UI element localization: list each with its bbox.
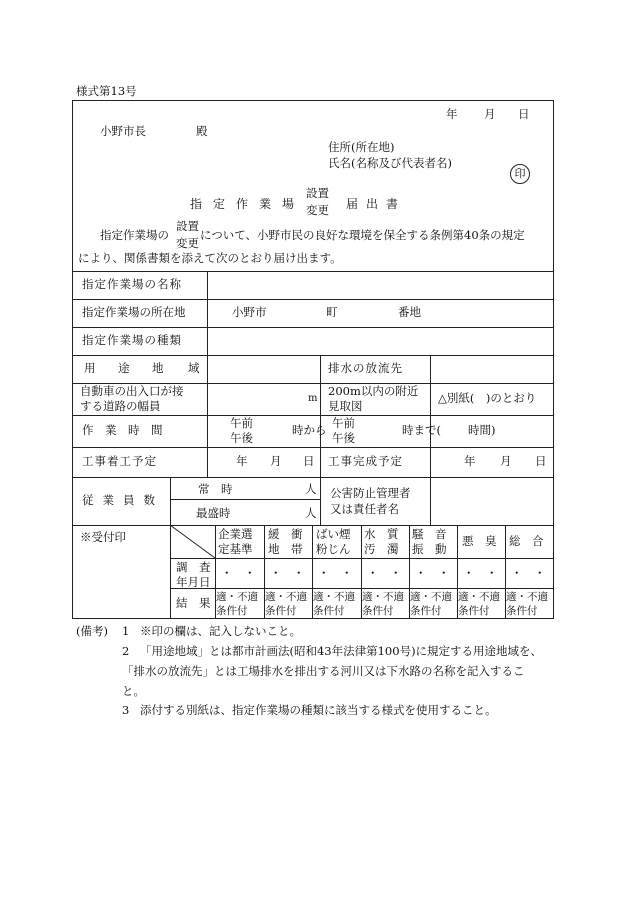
form-number: 様式第13号 [76,84,137,98]
vicinity-map-value: △別紙( )のとおり [438,391,537,405]
construction-start-label: 工事着工予定 [82,454,157,468]
road-width-unit: m [308,393,318,404]
start-month: 月 [270,454,282,468]
survey-date: ・ ・ [511,566,546,580]
intro-option-change: 変更 [176,236,199,250]
intro-text-line2: により、関係書類を添えて次のとおり届け出ます。 [78,251,342,265]
road-width-label: 自動車の出入口が接 [80,384,184,398]
note-1-number: 1 [122,624,130,638]
note-2-number: 2 [122,644,130,658]
hours-unit: 時間) [468,423,496,437]
discharge-label: 排水の放流先 [328,361,403,375]
col-header: 総 合 [509,534,544,548]
note-2-line3: と。 [122,684,145,698]
survey-date-label: 調 査 [176,560,211,574]
result-label: 結 果 [176,596,211,610]
survey-date: ・ ・ [463,566,498,580]
site-location-label: 指定作業場の所在地 [82,305,186,319]
vicinity-map-label: 200m以内の附近 [328,384,419,398]
col-header: 悪 臭 [462,534,497,548]
title-main: 指定作業場 [190,197,306,211]
construction-finish-label: 工事完成予定 [328,454,403,468]
result-option: 適・不適 [313,591,355,603]
peak-unit: 人 [305,506,317,520]
honorific: 殿 [196,124,208,138]
zone-label: 用 [84,361,96,375]
manager-label: 又は責任者名 [330,502,399,516]
survey-date-label: 年月日 [176,575,211,589]
peak-label: 最盛時 [196,506,231,520]
start-am-label: 午前 [230,416,253,430]
result-condition: 条件付 [265,605,297,617]
from-label: 時から [292,423,327,437]
location-town: 町 [326,305,338,319]
start-pm-label: 午後 [230,431,253,445]
seal-mark: 印 [510,164,530,184]
employees-label: 従業員数 [82,493,164,507]
regular-label: 常 時 [198,482,233,496]
result-option: 適・不適 [265,591,307,603]
title-option-change: 変更 [306,203,329,217]
site-name-label: 指定作業場の名称 [82,277,182,291]
zone-label: 途 [118,361,130,375]
intro-text-line1: について、小野市民の良好な環境を保全する条例第40条の規定 [200,228,525,242]
col-header: ばい煙 [316,527,351,541]
addressee: 小野市長 [100,124,146,138]
zone-label: 域 [188,361,200,375]
result-option: 適・不適 [362,591,404,603]
regular-unit: 人 [305,482,317,496]
result-condition: 条件付 [313,605,345,617]
result-option: 適・不適 [458,591,500,603]
col-header: 緩 衝 [268,527,303,541]
finish-day: 日 [535,454,547,468]
note-3: 添付する別紙は、指定作業場の種類に該当する様式を使用すること。 [140,703,497,717]
start-day: 日 [303,454,315,468]
col-header: 企業選 [218,527,253,541]
manager-label: 公害防止管理者 [330,486,411,500]
col-header: 騒 音 [412,527,447,541]
note-1: ※印の欄は、記入しないこと。 [140,624,301,638]
result-option: 適・不適 [506,591,548,603]
until-label: 時まで( [402,423,441,437]
col-header: 地 帯 [268,542,303,556]
notes-label: (備考) [76,624,108,638]
col-header: 振 動 [412,542,447,556]
result-option: 適・不適 [216,591,258,603]
vicinity-map-label: 見取図 [328,399,363,413]
col-header: 粉じん [316,542,351,556]
survey-date: ・ ・ [221,566,256,580]
date-year-label: 年 [446,107,458,121]
location-number: 番地 [398,305,421,319]
result-condition: 条件付 [506,605,538,617]
end-pm-label: 午後 [332,431,355,445]
name-label: 氏名(名称及び代表者名) [328,156,452,170]
date-month-label: 月 [484,107,496,121]
col-header: 汚 濁 [364,542,399,556]
intro-prefix: 指定作業場の [100,228,169,242]
road-width-label: する道路の幅員 [80,399,161,413]
finish-month: 月 [500,454,512,468]
survey-date: ・ ・ [367,566,402,580]
receipt-stamp-label: ※受付印 [80,530,126,544]
result-condition: 条件付 [362,605,394,617]
result-option: 適・不適 [410,591,452,603]
address-label: 住所(所在地) [328,140,395,154]
note-3-number: 3 [122,703,130,717]
title-suffix: 届出書 [346,197,407,211]
note-2-line1: 「用途地域」とは都市計画法(昭和43年法律第100号)に規定する用途地域を、 [140,644,543,658]
intro-option-install: 設置 [176,219,199,233]
result-condition: 条件付 [410,605,442,617]
finish-year: 年 [464,454,476,468]
result-condition: 条件付 [458,605,490,617]
zone-label: 地 [152,361,164,375]
col-header: 水 質 [364,527,399,541]
title-option-install: 設置 [306,186,329,200]
col-header: 定基準 [218,542,253,556]
end-am-label: 午前 [332,416,355,430]
survey-date: ・ ・ [415,566,450,580]
date-day-label: 日 [518,107,530,121]
site-type-label: 指定作業場の種類 [82,333,182,347]
start-year: 年 [236,454,248,468]
location-city: 小野市 [232,305,267,319]
result-condition: 条件付 [216,605,248,617]
note-2-line2: 「排水の放流先」とは工場排水を排出する河川又は下水路の名称を記入するこ [122,664,525,678]
survey-date: ・ ・ [270,566,305,580]
work-hours-label: 作 業 時 間 [82,423,163,437]
survey-date: ・ ・ [318,566,353,580]
